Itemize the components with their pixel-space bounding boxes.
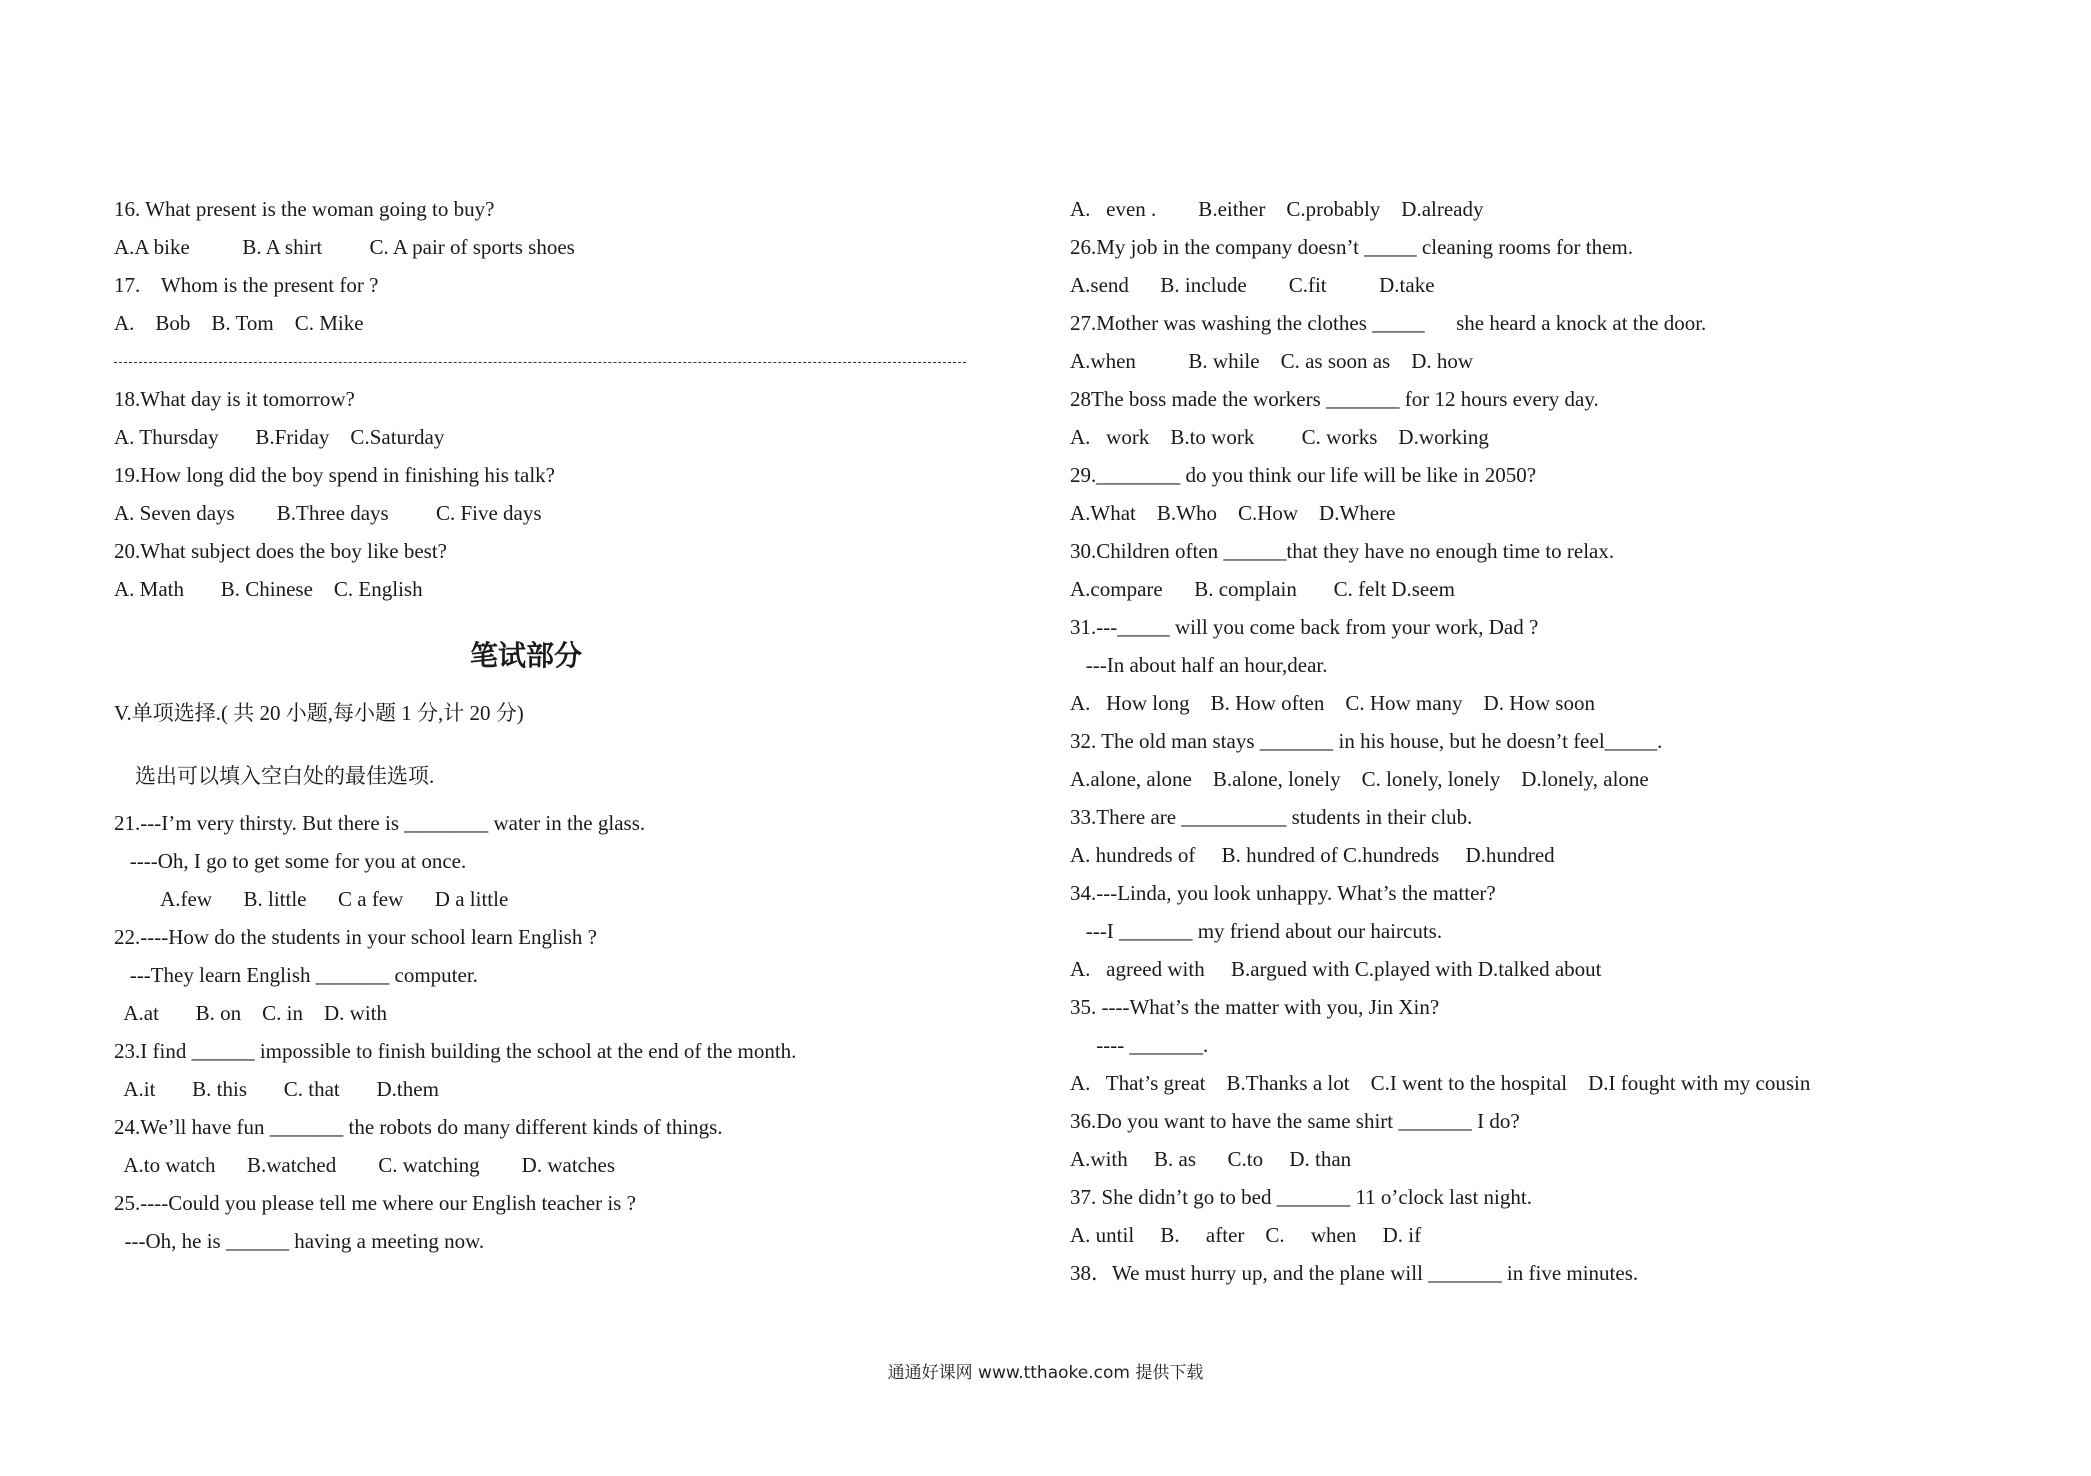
text-line: A. How long B. How often C. How many D. How soon [1070,691,1595,715]
text-line: 36.Do you want to have the same shirt _______ I do? [1070,1109,1520,1133]
text-line: 30.Children often ______that they have no enough time to relax. [1070,539,1615,563]
text-line: 17. Whom is the present for ? [114,273,379,297]
text-line: 28The boss made the workers _______ for 12 hours every day. [1070,387,1599,411]
text-line: 29.________ do you think our life will be like in 2050? [1070,463,1537,487]
grammar-questions-25-38 [1070,190,2060,1292]
text-line: A. Bob B. Tom C. Mike [114,311,364,335]
listening-questions-16-17 [114,190,994,342]
left-column [114,190,994,1260]
text-line: 18.What day is it tomorrow? [114,387,355,411]
text-line: 19.How long did the boy spend in finishing his talk? [114,463,555,487]
text-line: A.with B. as C.to D. than [1070,1147,1352,1171]
text-line: A.to watch B.watched C. watching D. watches [114,1153,615,1177]
text-line: 37. She didn’t go to bed _______ 11 o’clock last night. [1070,1185,1532,1209]
text-line: A. Seven days B.Three days C. Five days [114,501,542,525]
text-line: A. Math B. Chinese C. English [114,577,423,601]
text-line: A.few B. little C a few D a little [114,887,509,911]
text-line: A. agreed with B.argued with C.played with D.talked about [1070,957,1602,981]
listening-questions-18-20 [114,380,994,608]
text-line: A. Thursday B.Friday C.Saturday [114,425,445,449]
text-line: A. hundreds of B. hundred of C.hundreds D.hundred [1070,843,1555,867]
dashed-divider [114,342,994,380]
text-line: A. That’s great B.Thanks a lot C.I went to the hospital D.I fought with my cousin [1070,1071,1811,1095]
right-column [1070,190,2060,1292]
text-line: A.What B.Who C.How D.Where [1070,501,1396,525]
text-line: ---I _______ my friend about our haircuts. [1070,919,1443,943]
text-line: 22.----How do the students in your school learn English ? [114,925,597,949]
section-heading: V.单项选择.( 共 20 小题,每小题 1 分,计 20 分) [114,701,524,725]
grammar-questions-21-25 [114,804,994,1260]
text-line: A.when B. while C. as soon as D. how [1070,349,1474,373]
text-line: A.compare B. complain C. felt D.seem [1070,577,1455,601]
text-line: 20.What subject does the boy like best? [114,539,447,563]
text-line: 33.There are __________ students in their club. [1070,805,1473,829]
text-line: 23.I find ______ impossible to finish building the school at the end of the month. [114,1039,797,1063]
text-line: A. until B. after C. when D. if [1070,1223,1422,1247]
text-line: ---They learn English _______ computer. [114,963,478,987]
text-line: 32. The old man stays _______ in his house, but he doesn’t feel_____. [1070,729,1663,753]
text-line: 26.My job in the company doesn’t _____ cleaning rooms for them. [1070,235,1634,259]
text-line: A.send B. include C.fit D.take [1070,273,1435,297]
text-line: ---Oh, he is ______ having a meeting now. [114,1229,485,1253]
text-line: 21.---I’m very thirsty. But there is ________ water in the glass. [114,811,646,835]
text-line: 25.----Could you please tell me where our English teacher is ? [114,1191,636,1215]
text-line: A.it B. this C. that D.them [114,1077,439,1101]
text-line: 16. What present is the woman going to buy? [114,197,495,221]
text-line: 24.We’ll have fun _______ the robots do many different kinds of things. [114,1115,723,1139]
text-line: A. work B.to work C. works D.working [1070,425,1489,449]
text-line: ---- _______. [1070,1033,1209,1057]
instruction: 选出可以填入空白处的最佳选项. [114,764,435,788]
text-line: 38．We must hurry up, and the plane will _______ in five minutes. [1070,1261,1639,1285]
text-line: ----Oh, I go to get some for you at once. [114,849,467,873]
text-line: 34.---Linda, you look unhappy. What’s the matter? [1070,881,1496,905]
text-line: A.alone, alone B.alone, lonely C. lonely, lonely D.lonely, alone [1070,767,1649,791]
text-line: A.at B. on C. in D. with [114,1001,388,1025]
text-line: 27.Mother was washing the clothes _____ she heard a knock at the door. [1070,311,1707,335]
text-line: A. even . B.either C.probably D.already [1070,197,1484,221]
page-footer: 通通好课网 www.tthaoke.com 提供下载 [887,1363,1204,1383]
text-line: A.A bike B. A shirt C. A pair of sports shoes [114,235,575,259]
text-line: 31.---_____ will you come back from your work, Dad ? [1070,615,1539,639]
text-line: 35. ----What’s the matter with you, Jin Xin? [1070,995,1440,1019]
section-title: 笔试部分 [469,639,582,672]
text-line: ---In about half an hour,dear. [1070,653,1328,677]
